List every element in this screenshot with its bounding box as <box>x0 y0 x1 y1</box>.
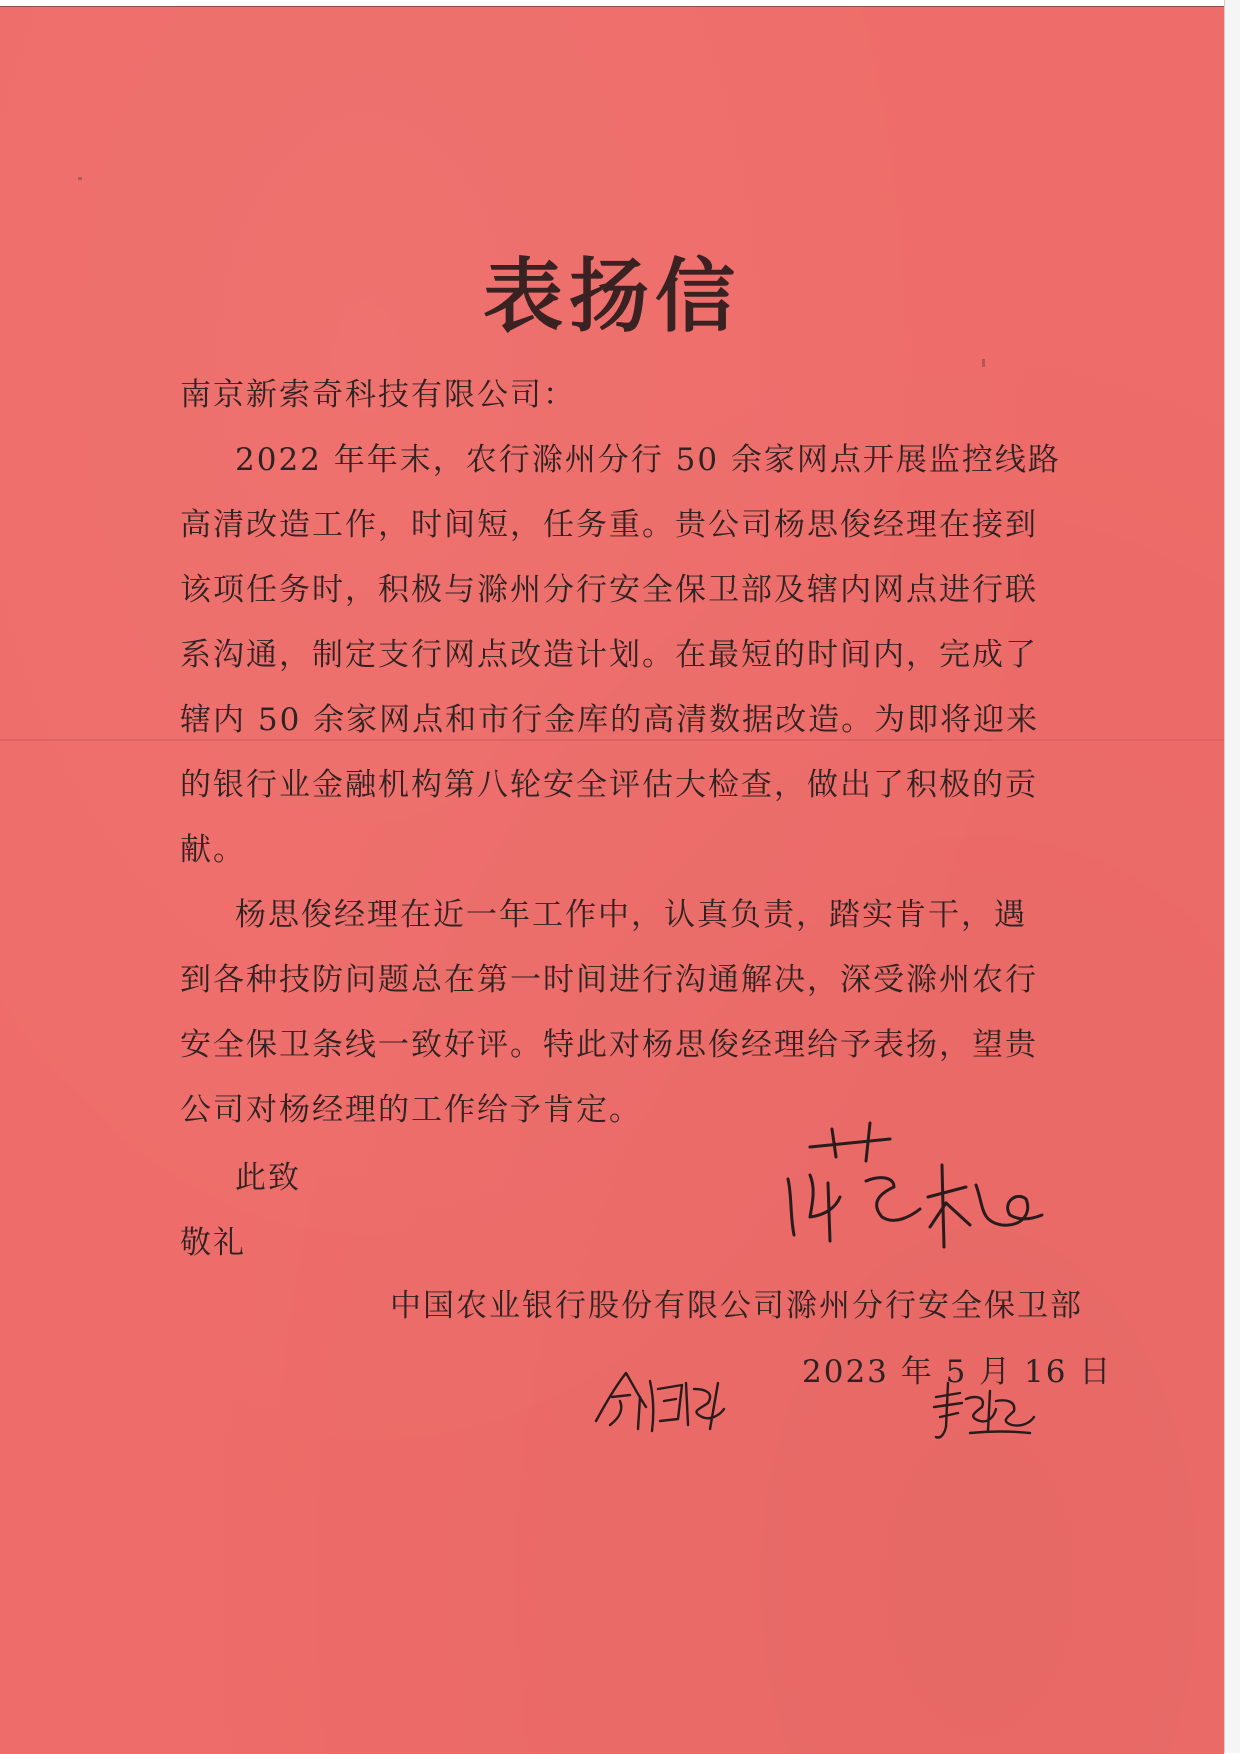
body-line: 该项任务时，积极与滁州分行安全保卫部及辖内网点进行联 <box>180 572 1038 608</box>
paper-speck <box>78 177 82 180</box>
body-line: 2022 年年末，农行滁州分行 50 余家网点开展监控线路 <box>235 442 1061 478</box>
handwritten-signature <box>590 1359 750 1439</box>
body-line: 系沟通，制定支行网点改造计划。在最短的时间内，完成了 <box>180 637 1038 673</box>
letter-sheet <box>0 6 1224 1754</box>
body-line: 辖内 50 余家网点和市行金库的高清数据改造。为即将迎来 <box>180 702 1040 738</box>
body-line: 公司对杨经理的工作给予肯定。 <box>180 1092 642 1128</box>
body-line: 杨思俊经理在近一年工作中，认真负责，踏实肯干，遇 <box>235 897 1027 933</box>
sender-name: 中国农业银行股份有限公司滁州分行安全保卫部 <box>390 1288 1083 1324</box>
body-line: 安全保卫条线一致好评。特此对杨思俊经理给予表扬，望贵 <box>180 1027 1038 1063</box>
body-line: 献。 <box>180 832 246 868</box>
paper-speck <box>982 359 985 367</box>
body-line: 高清改造工作，时间短，任务重。贵公司杨思俊经理在接到 <box>180 507 1038 543</box>
scan-margin <box>1224 0 1240 1753</box>
closing-ci-zhi: 此致 <box>235 1160 301 1196</box>
handwritten-signature <box>930 1377 1040 1447</box>
body-line: 的银行业金融机构第八轮安全评估大检查，做出了积极的贡 <box>180 767 1038 803</box>
salutation: 南京新索奇科技有限公司： <box>180 377 576 413</box>
closing-jing-li: 敬礼 <box>180 1225 246 1261</box>
letter-title: 表扬信 <box>483 250 741 343</box>
letter-date: 2023 年 5 月 16 日 <box>802 1354 1113 1390</box>
body-line: 到各种技防问题总在第一时间进行沟通解决，深受滁州农行 <box>180 962 1038 998</box>
handwritten-signature <box>770 1117 1070 1257</box>
